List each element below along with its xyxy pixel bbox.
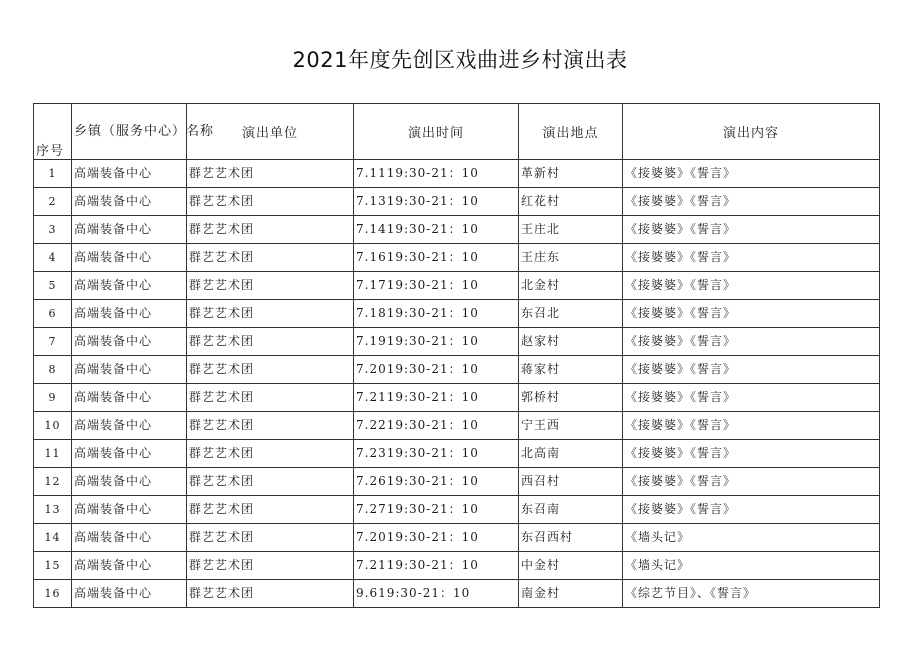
header-content: 演出内容: [623, 104, 880, 160]
table-body: [34, 160, 880, 608]
cell-content: 《接婆婆》《誓言》: [623, 160, 880, 188]
cell-town: 高端装备中心: [72, 216, 187, 244]
cell-town: 高端装备中心: [72, 468, 187, 496]
table-row: [34, 468, 880, 496]
table-row: [34, 440, 880, 468]
cell-index: 4: [34, 244, 72, 272]
cell-index: 7: [34, 328, 72, 356]
cell-place: 北高南: [519, 440, 623, 468]
cell-place: 北金村: [519, 272, 623, 300]
cell-unit: 群艺艺术团: [187, 160, 354, 188]
cell-content: 《墙头记》: [623, 552, 880, 580]
cell-time: 7.1719:30-21：10: [354, 272, 519, 300]
cell-place: 东召北: [519, 300, 623, 328]
cell-unit: 群艺艺术团: [187, 580, 354, 608]
cell-time: 9.619:30-21：10: [354, 580, 519, 608]
header-row: [34, 104, 880, 160]
cell-town: 高端装备中心: [72, 244, 187, 272]
cell-content: 《接婆婆》《誓言》: [623, 412, 880, 440]
page-title: 2021年度先创区戏曲进乡村演出表: [292, 48, 628, 72]
cell-time: 7.2319:30-21：10: [354, 440, 519, 468]
cell-content: 《接婆婆》《誓言》: [623, 468, 880, 496]
cell-place: 南金村: [519, 580, 623, 608]
cell-time: 7.2119:30-21：10: [354, 384, 519, 412]
cell-time: 7.2019:30-21：10: [354, 524, 519, 552]
cell-content: 《接婆婆》《誓言》: [623, 272, 880, 300]
cell-time: 7.2119:30-21：10: [354, 552, 519, 580]
cell-content: 《接婆婆》《誓言》: [623, 188, 880, 216]
header-time: 演出时间: [354, 104, 519, 160]
cell-time: 7.1119:30-21：10: [354, 160, 519, 188]
cell-index: 2: [34, 188, 72, 216]
cell-place: 蒋家村: [519, 356, 623, 384]
cell-index: 16: [34, 580, 72, 608]
cell-town: 高端装备中心: [72, 300, 187, 328]
cell-index: 9: [34, 384, 72, 412]
table-row: [34, 356, 880, 384]
cell-town: 高端装备中心: [72, 552, 187, 580]
cell-place: 中金村: [519, 552, 623, 580]
cell-content: 《接婆婆》《誓言》: [623, 384, 880, 412]
cell-index: 11: [34, 440, 72, 468]
table-row: [34, 300, 880, 328]
cell-time: 7.1419:30-21：10: [354, 216, 519, 244]
cell-place: 东召西村: [519, 524, 623, 552]
cell-content: 《墙头记》: [623, 524, 880, 552]
cell-town: 高端装备中心: [72, 412, 187, 440]
table-row: [34, 552, 880, 580]
cell-town: 高端装备中心: [72, 496, 187, 524]
cell-unit: 群艺艺术团: [187, 216, 354, 244]
cell-unit: 群艺艺术团: [187, 468, 354, 496]
cell-town: 高端装备中心: [72, 524, 187, 552]
cell-unit: 群艺艺术团: [187, 552, 354, 580]
cell-place: 西召村: [519, 468, 623, 496]
cell-index: 5: [34, 272, 72, 300]
header-unit: 演出单位: [187, 104, 354, 160]
cell-unit: 群艺艺术团: [187, 412, 354, 440]
cell-town: 高端装备中心: [72, 328, 187, 356]
cell-place: 赵家村: [519, 328, 623, 356]
cell-unit: 群艺艺术团: [187, 440, 354, 468]
table-row: [34, 524, 880, 552]
header-index: 序号: [34, 104, 72, 160]
cell-place: 王庄东: [519, 244, 623, 272]
table-row: [34, 384, 880, 412]
cell-unit: 群艺艺术团: [187, 328, 354, 356]
cell-content: 《综艺节目》、《誓言》: [623, 580, 880, 608]
cell-place: 红花村: [519, 188, 623, 216]
cell-unit: 群艺艺术团: [187, 188, 354, 216]
table-row: [34, 328, 880, 356]
table-row: [34, 160, 880, 188]
table-row: [34, 272, 880, 300]
cell-place: 王庄北: [519, 216, 623, 244]
table-row: [34, 188, 880, 216]
table-row: [34, 412, 880, 440]
cell-time: 7.1819:30-21：10: [354, 300, 519, 328]
cell-town: 高端装备中心: [72, 272, 187, 300]
header-place: 演出地点: [519, 104, 623, 160]
cell-time: 7.2719:30-21：10: [354, 496, 519, 524]
cell-unit: 群艺艺术团: [187, 272, 354, 300]
cell-unit: 群艺艺术团: [187, 244, 354, 272]
performance-table: [33, 103, 880, 608]
cell-index: 15: [34, 552, 72, 580]
table-row: [34, 580, 880, 608]
cell-time: 7.2619:30-21：10: [354, 468, 519, 496]
cell-town: 高端装备中心: [72, 160, 187, 188]
cell-index: 13: [34, 496, 72, 524]
cell-unit: 群艺艺术团: [187, 384, 354, 412]
cell-time: 7.1319:30-21：10: [354, 188, 519, 216]
table-row: [34, 216, 880, 244]
cell-unit: 群艺艺术团: [187, 524, 354, 552]
cell-index: 3: [34, 216, 72, 244]
cell-time: 7.1619:30-21：10: [354, 244, 519, 272]
header-town: 乡镇（服务中心）名称: [72, 104, 187, 160]
cell-time: 7.1919:30-21：10: [354, 328, 519, 356]
cell-place: 革新村: [519, 160, 623, 188]
cell-index: 1: [34, 160, 72, 188]
cell-place: 东召南: [519, 496, 623, 524]
cell-content: 《接婆婆》《誓言》: [623, 496, 880, 524]
table-row: [34, 244, 880, 272]
cell-unit: 群艺艺术团: [187, 300, 354, 328]
cell-content: 《接婆婆》《誓言》: [623, 328, 880, 356]
cell-unit: 群艺艺术团: [187, 496, 354, 524]
cell-content: 《接婆婆》《誓言》: [623, 300, 880, 328]
cell-content: 《接婆婆》《誓言》: [623, 440, 880, 468]
cell-town: 高端装备中心: [72, 580, 187, 608]
cell-index: 6: [34, 300, 72, 328]
cell-town: 高端装备中心: [72, 356, 187, 384]
cell-place: 宁王西: [519, 412, 623, 440]
cell-index: 14: [34, 524, 72, 552]
cell-town: 高端装备中心: [72, 188, 187, 216]
cell-index: 8: [34, 356, 72, 384]
cell-content: 《接婆婆》《誓言》: [623, 244, 880, 272]
cell-index: 10: [34, 412, 72, 440]
cell-index: 12: [34, 468, 72, 496]
cell-content: 《接婆婆》《誓言》: [623, 216, 880, 244]
cell-time: 7.2019:30-21：10: [354, 356, 519, 384]
cell-place: 郭桥村: [519, 384, 623, 412]
cell-content: 《接婆婆》《誓言》: [623, 356, 880, 384]
cell-time: 7.2219:30-21：10: [354, 412, 519, 440]
cell-town: 高端装备中心: [72, 440, 187, 468]
cell-town: 高端装备中心: [72, 384, 187, 412]
cell-unit: 群艺艺术团: [187, 356, 354, 384]
table-row: [34, 496, 880, 524]
